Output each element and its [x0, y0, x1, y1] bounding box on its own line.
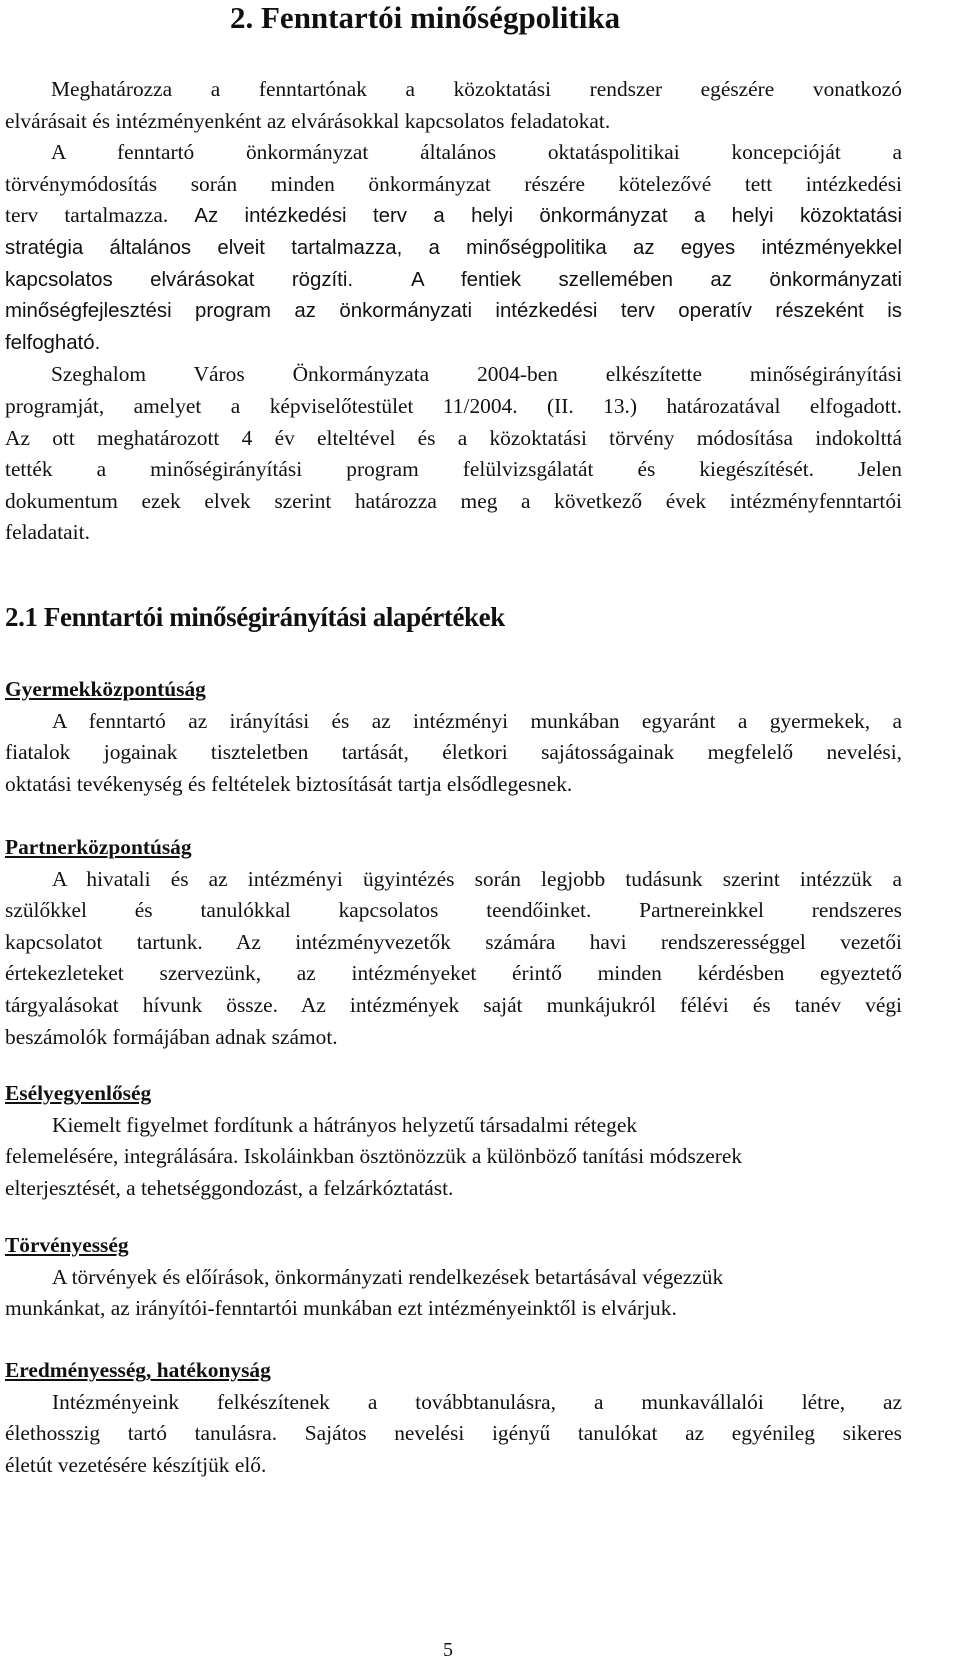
section-line: tárgyalásokat hívunk össze. Az intézmények saját munkájukról félévi és tanév végi	[5, 992, 902, 1017]
section-line: fiatalok jogainak tiszteletben tartását, életkori sajátosságainak megfelelő nevelési,	[5, 740, 902, 765]
section-line: elterjesztését, a tehetséggondozást, a felzárkóztatást.	[5, 1175, 454, 1200]
intro-line-part: Az intézkedési terv a helyi önkormányzat a helyi közoktatási	[194, 205, 902, 228]
intro-line: feladatait.	[5, 520, 90, 545]
section-title: Partnerközpontúság	[5, 835, 192, 859]
section-line: kapcsolatot tartunk. Az intézményvezetők számára havi rendszerességgel vezetői	[5, 929, 902, 954]
intro-line: tették a minőségirányítási program felülvizsgálatát és kiegészítését. Jelen	[5, 457, 902, 482]
intro-line: programját, amelyet a képviselőtestület 11/2004. (II. 13.) határozatával elfogadott.	[5, 393, 902, 418]
intro-line: stratégia általános elveit tartalmazza, a minőségpolitika az egyes intézményekkel	[5, 236, 902, 259]
section-efficiency	[5, 1355, 902, 1481]
intro-line-part: terv tartalmazza.	[5, 203, 169, 228]
section-line: beszámolók formájában adnak számot.	[5, 1024, 338, 1049]
intro-line-part: A fentiek szellemében az önkormányzati	[411, 268, 902, 291]
intro-line: minőségfejlesztési program az önkormányzati intézkedési terv operatív részeként is	[5, 300, 902, 323]
section-title: Törvényesség	[5, 1233, 129, 1257]
section-line: munkánkat, az irányítói-fenntartói munkában ezt intézményeinktől is elvárjuk.	[5, 1296, 677, 1321]
section-partner-centered	[5, 832, 902, 1053]
section-equal-opportunity	[5, 1078, 902, 1204]
intro-line-part: kapcsolatos elvárásokat rögzíti.	[5, 268, 354, 291]
intro-paragraph	[5, 74, 902, 549]
section-line: A fenntartó az irányítási és az intézményi munkában egyaránt a gyermekek, a	[52, 708, 902, 733]
section-line: A hivatali és az intézményi ügyintézés során legjobb tudásunk szerint intézzük a	[52, 866, 902, 891]
intro-line: Az ott meghatározott 4 év elteltével és a közoktatási törvény módosítása indokolttá	[5, 425, 902, 450]
section-line: oktatási tevékenység és feltételek biztosítását tartja elsődlegesnek.	[5, 771, 573, 796]
intro-line: felfogható.	[5, 331, 101, 354]
section-line: életút vezetésére készítjük elő.	[5, 1452, 267, 1477]
section-heading: 2.1 Fenntartói minőségirányítási alapértékek	[5, 602, 505, 632]
section-line: A törvények és előírások, önkormányzati rendelkezések betartásával végezzük	[52, 1264, 724, 1289]
section-line: Kiemelt figyelmet fordítunk a hátrányos helyzetű társadalmi rétegek	[52, 1112, 638, 1137]
section-line: felemelésére, integrálására. Iskoláinkban ösztönözzük a különböző tanítási módszerek	[5, 1144, 743, 1169]
intro-line: Meghatározza a fenntartónak a közoktatási rendszer egészére vonatkozó	[51, 77, 902, 101]
intro-line	[5, 265, 902, 297]
section-line: Intézményeink felkészítenek a továbbtanulásra, a munkavállalói létre, az	[52, 1389, 902, 1414]
chapter-heading: 2. Fenntartói minőségpolitika	[230, 0, 621, 35]
section-line: értekezleteket szervezünk, az intézményeket érintő minden kérdésben egyeztető	[5, 961, 902, 986]
section-title: Eredményesség, hatékonyság	[5, 1358, 271, 1382]
section-line: élethosszig tartó tanulásra. Sajátos nevelési igényű tanulókat az egyénileg sikeres	[5, 1421, 902, 1446]
section-line: szülőkkel és tanulókkal kapcsolatos teendőinket. Partnereinkkel rendszeres	[5, 898, 902, 923]
page-number: 5	[443, 1639, 453, 1661]
intro-line: Szeghalom Város Önkormányzata 2004-ben elkészítette minőségirányítási	[51, 362, 902, 387]
intro-line: A fenntartó önkormányzat általános oktatáspolitikai koncepcióját a	[51, 140, 902, 165]
section-title: Esélyegyenlőség	[5, 1081, 152, 1105]
section-title: Gyermekközpontúság	[5, 677, 206, 701]
intro-line	[5, 200, 902, 233]
intro-line: törvénymódosítás során minden önkormányzat részére kötelezővé tett intézkedési	[5, 171, 902, 196]
section-child-centered	[5, 674, 902, 800]
intro-line: dokumentum ezek elvek szerint határozza meg a következő évek intézményfenntartói	[5, 488, 902, 513]
intro-line: elvárásait és intézményenként az elvárásokkal kapcsolatos feladatokat.	[5, 108, 611, 133]
section-legality	[5, 1230, 902, 1325]
